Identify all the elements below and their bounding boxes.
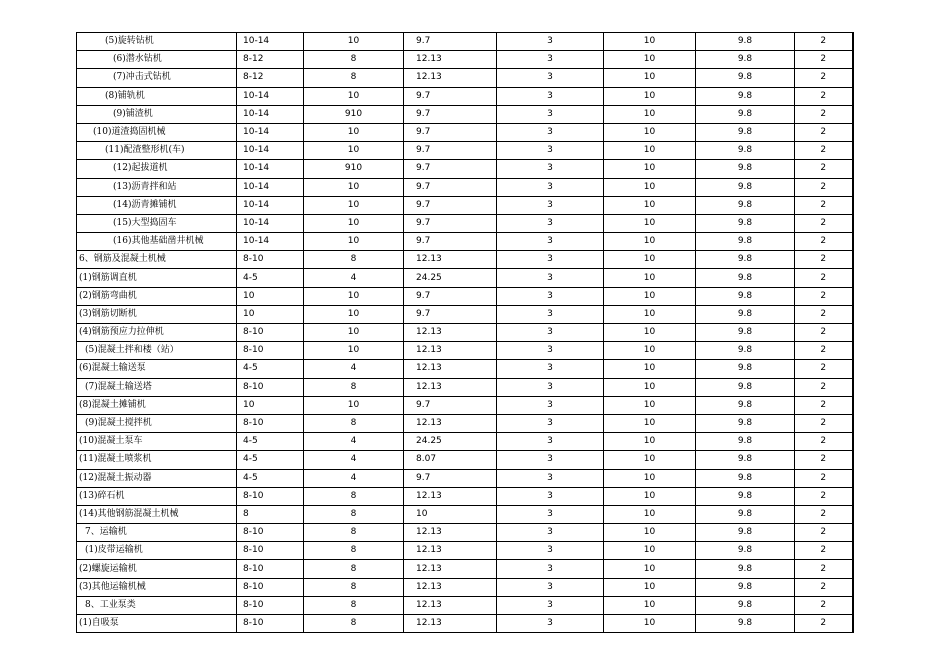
machine-name-cell: (13)碎石机 (77, 487, 237, 505)
value-cell-5: 10 (604, 251, 696, 269)
machine-name-cell: (12)混凝土振动器 (77, 469, 237, 487)
table-row (77, 433, 853, 451)
value-cell-7: 2 (795, 578, 853, 596)
value-cell-7: 2 (795, 105, 853, 123)
value-cell-3: 9.7 (404, 233, 497, 251)
value-cell-3: 9.7 (404, 178, 497, 196)
value-cell-1: 4-5 (237, 451, 304, 469)
value-cell-4: 3 (497, 469, 604, 487)
machine-name-cell: (1)自吸泵 (77, 615, 237, 633)
value-cell-5: 10 (604, 160, 696, 178)
table-row (77, 305, 853, 323)
value-cell-2: 10 (304, 196, 404, 214)
value-cell-6: 9.8 (696, 378, 795, 396)
value-cell-7: 2 (795, 69, 853, 87)
value-cell-3: 12.13 (404, 251, 497, 269)
value-cell-1: 4-5 (237, 360, 304, 378)
value-cell-7: 2 (795, 433, 853, 451)
value-cell-1: 8-12 (237, 51, 304, 69)
machine-name-cell: (1)皮带运输机 (77, 542, 237, 560)
table-row (77, 287, 853, 305)
table-row (77, 360, 853, 378)
value-cell-5: 10 (604, 487, 696, 505)
value-cell-3: 8.07 (404, 451, 497, 469)
value-cell-6: 9.8 (696, 396, 795, 414)
value-cell-4: 3 (497, 196, 604, 214)
value-cell-1: 8-10 (237, 251, 304, 269)
value-cell-5: 10 (604, 287, 696, 305)
value-cell-5: 10 (604, 560, 696, 578)
machine-name-cell: (14)沥青摊铺机 (77, 196, 237, 214)
value-cell-3: 9.7 (404, 160, 497, 178)
value-cell-2: 10 (304, 33, 404, 51)
value-cell-4: 3 (497, 578, 604, 596)
value-cell-1: 8-10 (237, 615, 304, 633)
value-cell-4: 3 (497, 560, 604, 578)
value-cell-1: 10-14 (237, 87, 304, 105)
value-cell-7: 2 (795, 524, 853, 542)
value-cell-5: 10 (604, 524, 696, 542)
machine-name-cell: (5)旋转钻机 (77, 33, 237, 51)
value-cell-5: 10 (604, 578, 696, 596)
machine-name-cell: (4)钢筋预应力拉伸机 (77, 324, 237, 342)
value-cell-2: 8 (304, 378, 404, 396)
value-cell-6: 9.8 (696, 251, 795, 269)
value-cell-4: 3 (497, 433, 604, 451)
value-cell-1: 8-12 (237, 69, 304, 87)
value-cell-7: 2 (795, 287, 853, 305)
value-cell-2: 10 (304, 324, 404, 342)
value-cell-6: 9.8 (696, 69, 795, 87)
value-cell-6: 9.8 (696, 123, 795, 141)
value-cell-5: 10 (604, 142, 696, 160)
value-cell-4: 3 (497, 251, 604, 269)
table-row (77, 414, 853, 432)
value-cell-6: 9.8 (696, 178, 795, 196)
machine-name-cell: (10)混凝土泵车 (77, 433, 237, 451)
value-cell-1: 10 (237, 305, 304, 323)
value-cell-6: 9.8 (696, 196, 795, 214)
value-cell-7: 2 (795, 51, 853, 69)
value-cell-6: 9.8 (696, 487, 795, 505)
value-cell-6: 9.8 (696, 433, 795, 451)
value-cell-5: 10 (604, 378, 696, 396)
value-cell-1: 10-14 (237, 142, 304, 160)
value-cell-4: 3 (497, 33, 604, 51)
value-cell-6: 9.8 (696, 105, 795, 123)
value-cell-5: 10 (604, 105, 696, 123)
value-cell-5: 10 (604, 51, 696, 69)
value-cell-5: 10 (604, 123, 696, 141)
value-cell-5: 10 (604, 360, 696, 378)
value-cell-4: 3 (497, 178, 604, 196)
table-row (77, 251, 853, 269)
table-row (77, 105, 853, 123)
value-cell-3: 12.13 (404, 342, 497, 360)
value-cell-1: 4-5 (237, 433, 304, 451)
table-row (77, 196, 853, 214)
value-cell-6: 9.8 (696, 615, 795, 633)
value-cell-5: 10 (604, 433, 696, 451)
value-cell-4: 3 (497, 378, 604, 396)
value-cell-5: 10 (604, 69, 696, 87)
value-cell-3: 9.7 (404, 287, 497, 305)
value-cell-5: 10 (604, 269, 696, 287)
value-cell-6: 9.8 (696, 87, 795, 105)
value-cell-3: 12.13 (404, 596, 497, 614)
machine-name-cell: (5)混凝土拌和楼（站） (77, 342, 237, 360)
value-cell-6: 9.8 (696, 269, 795, 287)
table-row (77, 123, 853, 141)
value-cell-2: 8 (304, 51, 404, 69)
value-cell-2: 10 (304, 214, 404, 232)
value-cell-6: 9.8 (696, 542, 795, 560)
machine-name-cell: (6)混凝土输送泵 (77, 360, 237, 378)
value-cell-2: 4 (304, 269, 404, 287)
value-cell-4: 3 (497, 233, 604, 251)
value-cell-3: 9.7 (404, 396, 497, 414)
machine-name-cell: (12)起拔道机 (77, 160, 237, 178)
value-cell-2: 10 (304, 87, 404, 105)
value-cell-2: 4 (304, 469, 404, 487)
value-cell-1: 4-5 (237, 269, 304, 287)
value-cell-1: 10-14 (237, 105, 304, 123)
value-cell-7: 2 (795, 233, 853, 251)
value-cell-3: 9.7 (404, 305, 497, 323)
value-cell-2: 10 (304, 123, 404, 141)
value-cell-7: 2 (795, 87, 853, 105)
value-cell-1: 10 (237, 396, 304, 414)
value-cell-3: 24.25 (404, 269, 497, 287)
value-cell-1: 8-10 (237, 596, 304, 614)
value-cell-1: 8-10 (237, 542, 304, 560)
table-row (77, 142, 853, 160)
value-cell-6: 9.8 (696, 214, 795, 232)
value-cell-4: 3 (497, 123, 604, 141)
machine-name-cell: (9)混凝土搅拌机 (77, 414, 237, 432)
value-cell-7: 2 (795, 142, 853, 160)
value-cell-1: 8-10 (237, 324, 304, 342)
value-cell-1: 4-5 (237, 469, 304, 487)
value-cell-3: 9.7 (404, 142, 497, 160)
machine-name-cell: (2)螺旋运输机 (77, 560, 237, 578)
value-cell-4: 3 (497, 51, 604, 69)
table-row (77, 269, 853, 287)
value-cell-7: 2 (795, 505, 853, 523)
value-cell-6: 9.8 (696, 142, 795, 160)
machine-name-cell: (1)钢筋调直机 (77, 269, 237, 287)
value-cell-2: 10 (304, 287, 404, 305)
value-cell-3: 9.7 (404, 196, 497, 214)
value-cell-2: 10 (304, 342, 404, 360)
machine-name-cell: (14)其他钢筋混凝土机械 (77, 505, 237, 523)
value-cell-6: 9.8 (696, 342, 795, 360)
value-cell-5: 10 (604, 615, 696, 633)
value-cell-7: 2 (795, 324, 853, 342)
machine-name-cell: 7、运输机 (77, 524, 237, 542)
value-cell-3: 12.13 (404, 487, 497, 505)
value-cell-4: 3 (497, 214, 604, 232)
value-cell-7: 2 (795, 251, 853, 269)
value-cell-7: 2 (795, 615, 853, 633)
machine-name-cell: (3)其他运输机械 (77, 578, 237, 596)
value-cell-7: 2 (795, 33, 853, 51)
value-cell-5: 10 (604, 196, 696, 214)
value-cell-2: 10 (304, 305, 404, 323)
value-cell-7: 2 (795, 342, 853, 360)
value-cell-4: 3 (497, 342, 604, 360)
value-cell-2: 10 (304, 178, 404, 196)
value-cell-1: 8-10 (237, 487, 304, 505)
machine-name-cell: (9)铺渣机 (77, 105, 237, 123)
value-cell-4: 3 (497, 105, 604, 123)
value-cell-5: 10 (604, 324, 696, 342)
value-cell-6: 9.8 (696, 233, 795, 251)
machine-name-cell: 6、钢筋及混凝土机械 (77, 251, 237, 269)
value-cell-6: 9.8 (696, 360, 795, 378)
value-cell-4: 3 (497, 69, 604, 87)
value-cell-3: 12.13 (404, 560, 497, 578)
table-row (77, 560, 853, 578)
value-cell-2: 10 (304, 396, 404, 414)
table-row (77, 160, 853, 178)
value-cell-6: 9.8 (696, 578, 795, 596)
value-cell-1: 10-14 (237, 160, 304, 178)
value-cell-3: 9.7 (404, 123, 497, 141)
table-row (77, 33, 853, 51)
value-cell-5: 10 (604, 542, 696, 560)
value-cell-5: 10 (604, 596, 696, 614)
value-cell-1: 8-10 (237, 378, 304, 396)
value-cell-3: 12.13 (404, 378, 497, 396)
value-cell-6: 9.8 (696, 160, 795, 178)
value-cell-3: 9.7 (404, 105, 497, 123)
value-cell-6: 9.8 (696, 505, 795, 523)
value-cell-6: 9.8 (696, 287, 795, 305)
table-row (77, 324, 853, 342)
value-cell-4: 3 (497, 505, 604, 523)
machine-name-cell: (16)其他基础凿井机械 (77, 233, 237, 251)
value-cell-1: 10-14 (237, 233, 304, 251)
value-cell-2: 8 (304, 596, 404, 614)
machine-name-cell: (8)铺轨机 (77, 87, 237, 105)
table-row (77, 378, 853, 396)
value-cell-7: 2 (795, 396, 853, 414)
value-cell-5: 10 (604, 342, 696, 360)
value-cell-7: 2 (795, 378, 853, 396)
value-cell-6: 9.8 (696, 33, 795, 51)
value-cell-2: 8 (304, 505, 404, 523)
value-cell-7: 2 (795, 451, 853, 469)
machine-name-cell: (10)道渣捣固机械 (77, 123, 237, 141)
value-cell-3: 24.25 (404, 433, 497, 451)
table-row (77, 615, 853, 633)
value-cell-4: 3 (497, 269, 604, 287)
value-cell-1: 10-14 (237, 178, 304, 196)
value-cell-1: 8-10 (237, 524, 304, 542)
value-cell-7: 2 (795, 414, 853, 432)
table-row (77, 233, 853, 251)
value-cell-1: 10-14 (237, 214, 304, 232)
value-cell-6: 9.8 (696, 596, 795, 614)
value-cell-7: 2 (795, 487, 853, 505)
table-row (77, 487, 853, 505)
value-cell-4: 3 (497, 615, 604, 633)
machine-name-cell: (6)潜水钻机 (77, 51, 237, 69)
machine-name-cell: 8、工业泵类 (77, 596, 237, 614)
value-cell-6: 9.8 (696, 305, 795, 323)
machine-name-cell: (13)沥青拌和站 (77, 178, 237, 196)
machine-name-cell: (2)钢筋弯曲机 (77, 287, 237, 305)
value-cell-2: 10 (304, 142, 404, 160)
value-cell-5: 10 (604, 214, 696, 232)
value-cell-4: 3 (497, 396, 604, 414)
table-row (77, 396, 853, 414)
value-cell-7: 2 (795, 596, 853, 614)
value-cell-3: 10 (404, 505, 497, 523)
table-row (77, 578, 853, 596)
value-cell-7: 2 (795, 269, 853, 287)
value-cell-3: 9.7 (404, 87, 497, 105)
table-row (77, 69, 853, 87)
value-cell-4: 3 (497, 305, 604, 323)
table-row (77, 596, 853, 614)
value-cell-2: 8 (304, 251, 404, 269)
value-cell-4: 3 (497, 360, 604, 378)
value-cell-7: 2 (795, 178, 853, 196)
value-cell-4: 3 (497, 87, 604, 105)
value-cell-3: 12.13 (404, 524, 497, 542)
table-row (77, 505, 853, 523)
value-cell-2: 8 (304, 542, 404, 560)
machine-name-cell: (11)配渣整形机(车) (77, 142, 237, 160)
value-cell-1: 8-10 (237, 414, 304, 432)
table-row (77, 451, 853, 469)
value-cell-4: 3 (497, 142, 604, 160)
value-cell-6: 9.8 (696, 414, 795, 432)
value-cell-1: 8 (237, 505, 304, 523)
table-row (77, 51, 853, 69)
table-row (77, 342, 853, 360)
value-cell-4: 3 (497, 414, 604, 432)
value-cell-4: 3 (497, 324, 604, 342)
data-table (76, 32, 854, 633)
value-cell-3: 9.7 (404, 469, 497, 487)
machine-name-cell: (8)混凝土摊铺机 (77, 396, 237, 414)
machine-name-cell: (7)混凝土输送塔 (77, 378, 237, 396)
table-row (77, 524, 853, 542)
value-cell-7: 2 (795, 542, 853, 560)
value-cell-1: 10-14 (237, 196, 304, 214)
value-cell-1: 10 (237, 287, 304, 305)
value-cell-7: 2 (795, 469, 853, 487)
value-cell-1: 8-10 (237, 560, 304, 578)
value-cell-5: 10 (604, 469, 696, 487)
value-cell-4: 3 (497, 596, 604, 614)
table-row (77, 87, 853, 105)
value-cell-7: 2 (795, 560, 853, 578)
value-cell-1: 8-10 (237, 342, 304, 360)
value-cell-2: 8 (304, 524, 404, 542)
machine-name-cell: (15)大型捣固车 (77, 214, 237, 232)
value-cell-7: 2 (795, 305, 853, 323)
value-cell-7: 2 (795, 160, 853, 178)
value-cell-4: 3 (497, 524, 604, 542)
value-cell-4: 3 (497, 451, 604, 469)
value-cell-3: 12.13 (404, 414, 497, 432)
value-cell-1: 10-14 (237, 33, 304, 51)
value-cell-4: 3 (497, 287, 604, 305)
value-cell-7: 2 (795, 196, 853, 214)
value-cell-1: 8-10 (237, 578, 304, 596)
value-cell-2: 910 (304, 105, 404, 123)
table-row (77, 178, 853, 196)
value-cell-6: 9.8 (696, 524, 795, 542)
value-cell-6: 9.8 (696, 469, 795, 487)
machine-name-cell: (11)混凝土喷浆机 (77, 451, 237, 469)
value-cell-5: 10 (604, 87, 696, 105)
value-cell-2: 4 (304, 433, 404, 451)
value-cell-6: 9.8 (696, 51, 795, 69)
value-cell-3: 12.13 (404, 69, 497, 87)
value-cell-2: 8 (304, 69, 404, 87)
value-cell-2: 4 (304, 360, 404, 378)
value-cell-2: 8 (304, 615, 404, 633)
value-cell-2: 8 (304, 578, 404, 596)
value-cell-3: 9.7 (404, 33, 497, 51)
value-cell-6: 9.8 (696, 324, 795, 342)
value-cell-3: 12.13 (404, 615, 497, 633)
value-cell-7: 2 (795, 123, 853, 141)
value-cell-3: 9.7 (404, 214, 497, 232)
value-cell-3: 12.13 (404, 542, 497, 560)
value-cell-2: 8 (304, 560, 404, 578)
value-cell-7: 2 (795, 360, 853, 378)
table-body (77, 33, 853, 633)
value-cell-3: 12.13 (404, 360, 497, 378)
value-cell-2: 910 (304, 160, 404, 178)
value-cell-5: 10 (604, 33, 696, 51)
table-row (77, 469, 853, 487)
value-cell-1: 10-14 (237, 123, 304, 141)
value-cell-3: 12.13 (404, 324, 497, 342)
value-cell-5: 10 (604, 451, 696, 469)
table-row (77, 542, 853, 560)
value-cell-3: 12.13 (404, 578, 497, 596)
value-cell-5: 10 (604, 233, 696, 251)
value-cell-7: 2 (795, 214, 853, 232)
value-cell-5: 10 (604, 396, 696, 414)
value-cell-5: 10 (604, 505, 696, 523)
value-cell-2: 4 (304, 451, 404, 469)
machine-name-cell: (3)钢筋切断机 (77, 305, 237, 323)
table-row (77, 214, 853, 232)
value-cell-6: 9.8 (696, 560, 795, 578)
machine-name-cell: (7)冲击式钻机 (77, 69, 237, 87)
value-cell-4: 3 (497, 160, 604, 178)
value-cell-6: 9.8 (696, 451, 795, 469)
value-cell-2: 8 (304, 487, 404, 505)
value-cell-5: 10 (604, 305, 696, 323)
value-cell-2: 8 (304, 414, 404, 432)
value-cell-2: 10 (304, 233, 404, 251)
value-cell-5: 10 (604, 414, 696, 432)
value-cell-4: 3 (497, 487, 604, 505)
value-cell-4: 3 (497, 542, 604, 560)
value-cell-3: 12.13 (404, 51, 497, 69)
value-cell-5: 10 (604, 178, 696, 196)
